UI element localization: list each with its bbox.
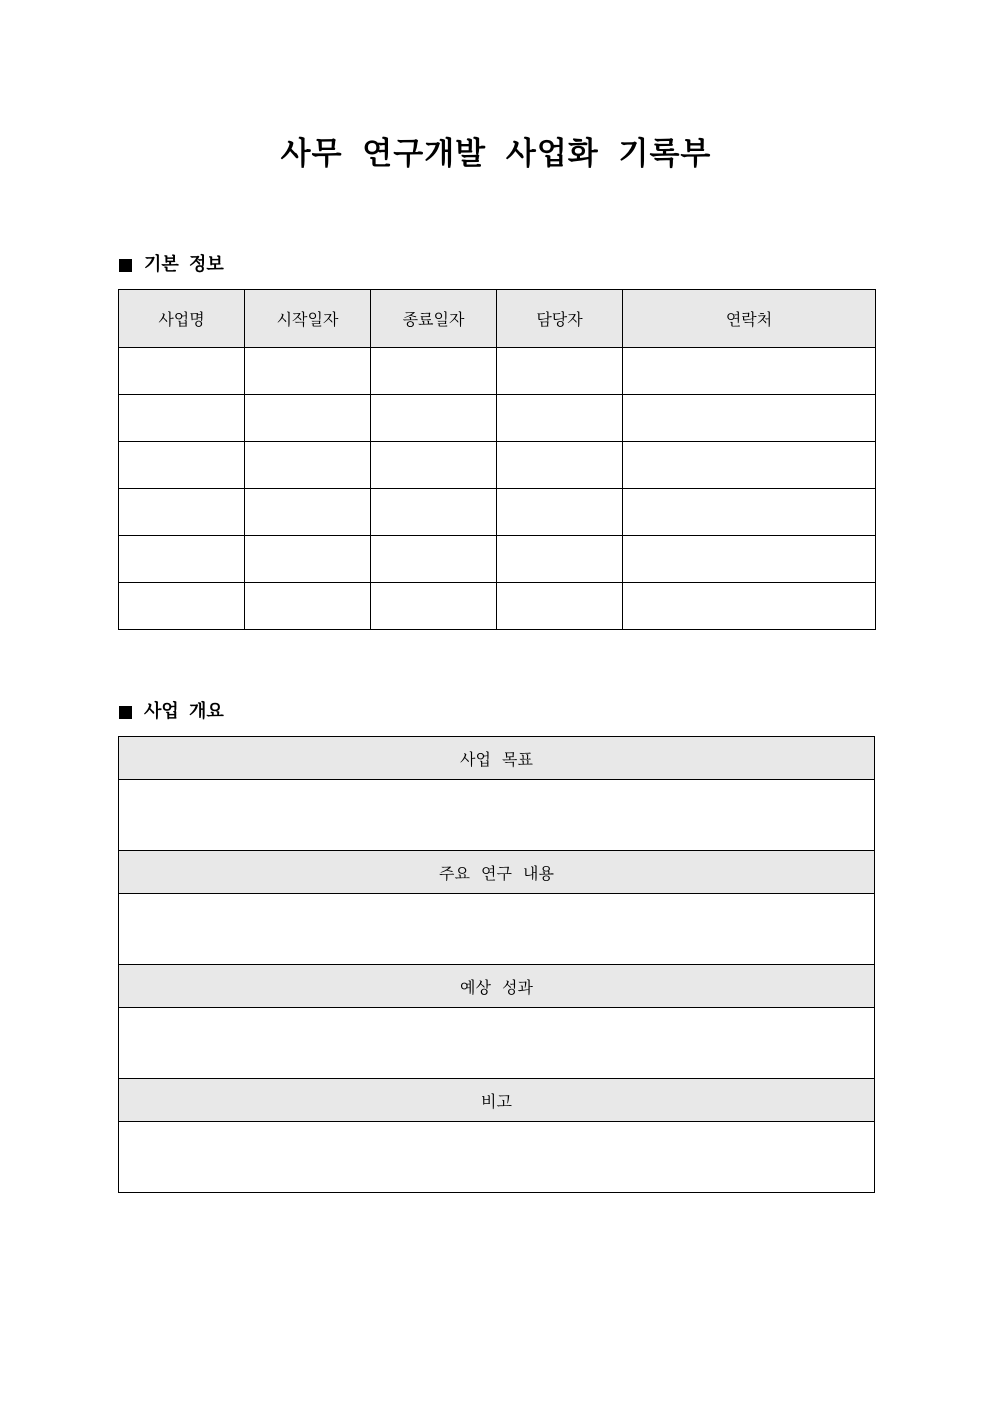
section-label-row	[119, 737, 875, 780]
table-cell[interactable]	[245, 536, 371, 583]
table-row	[119, 348, 876, 395]
column-header-manager: 담당자	[497, 290, 623, 348]
table-cell[interactable]	[119, 536, 245, 583]
table-cell[interactable]	[371, 489, 497, 536]
overview-heading	[119, 700, 224, 724]
table-cell[interactable]	[245, 442, 371, 489]
section-label-row	[119, 1079, 875, 1122]
section-label-row	[119, 965, 875, 1008]
section-label-expected-results: 예상 성과	[119, 965, 875, 1008]
section-label-remarks: 비고	[119, 1079, 875, 1122]
basic-info-table	[118, 289, 876, 630]
table-cell[interactable]	[371, 583, 497, 630]
table-row	[119, 583, 876, 630]
column-header-start-date: 시작일자	[245, 290, 371, 348]
table-row	[119, 536, 876, 583]
table-cell[interactable]	[119, 395, 245, 442]
overview-table	[118, 736, 875, 1193]
section-content-row	[119, 1122, 875, 1193]
table-header-row	[119, 290, 876, 348]
table-cell[interactable]	[119, 583, 245, 630]
table-cell[interactable]	[497, 442, 623, 489]
section-content-research[interactable]	[119, 894, 875, 965]
table-cell[interactable]	[245, 348, 371, 395]
page-title: 사무 연구개발 사업화 기록부	[280, 136, 712, 172]
table-cell[interactable]	[497, 489, 623, 536]
table-cell[interactable]	[371, 395, 497, 442]
square-bullet-icon	[119, 706, 132, 719]
overview-heading-text: 사업 개요	[144, 701, 224, 722]
table-cell[interactable]	[623, 536, 876, 583]
table-cell[interactable]	[119, 442, 245, 489]
square-bullet-icon	[119, 259, 132, 272]
basic-info-heading-text: 기본 정보	[144, 254, 224, 275]
table-cell[interactable]	[119, 348, 245, 395]
table-cell[interactable]	[371, 536, 497, 583]
section-label-research: 주요 연구 내용	[119, 851, 875, 894]
section-label-goal: 사업 목표	[119, 737, 875, 780]
table-cell[interactable]	[623, 489, 876, 536]
table-cell[interactable]	[497, 395, 623, 442]
basic-info-heading	[119, 253, 224, 277]
column-header-end-date: 종료일자	[371, 290, 497, 348]
table-cell[interactable]	[497, 583, 623, 630]
table-cell[interactable]	[623, 583, 876, 630]
section-label-row	[119, 851, 875, 894]
table-cell[interactable]	[371, 348, 497, 395]
section-content-goal[interactable]	[119, 780, 875, 851]
table-cell[interactable]	[245, 395, 371, 442]
table-cell[interactable]	[623, 442, 876, 489]
table-cell[interactable]	[497, 348, 623, 395]
table-cell[interactable]	[623, 348, 876, 395]
section-content-expected-results[interactable]	[119, 1008, 875, 1079]
table-cell[interactable]	[245, 489, 371, 536]
section-content-remarks[interactable]	[119, 1122, 875, 1193]
column-header-contact: 연락처	[623, 290, 876, 348]
table-row	[119, 395, 876, 442]
section-content-row	[119, 780, 875, 851]
table-cell[interactable]	[623, 395, 876, 442]
table-cell[interactable]	[245, 583, 371, 630]
column-header-business-name: 사업명	[119, 290, 245, 348]
section-content-row	[119, 894, 875, 965]
table-row	[119, 442, 876, 489]
table-row	[119, 489, 876, 536]
table-cell[interactable]	[119, 489, 245, 536]
table-cell[interactable]	[497, 536, 623, 583]
section-content-row	[119, 1008, 875, 1079]
table-cell[interactable]	[371, 442, 497, 489]
